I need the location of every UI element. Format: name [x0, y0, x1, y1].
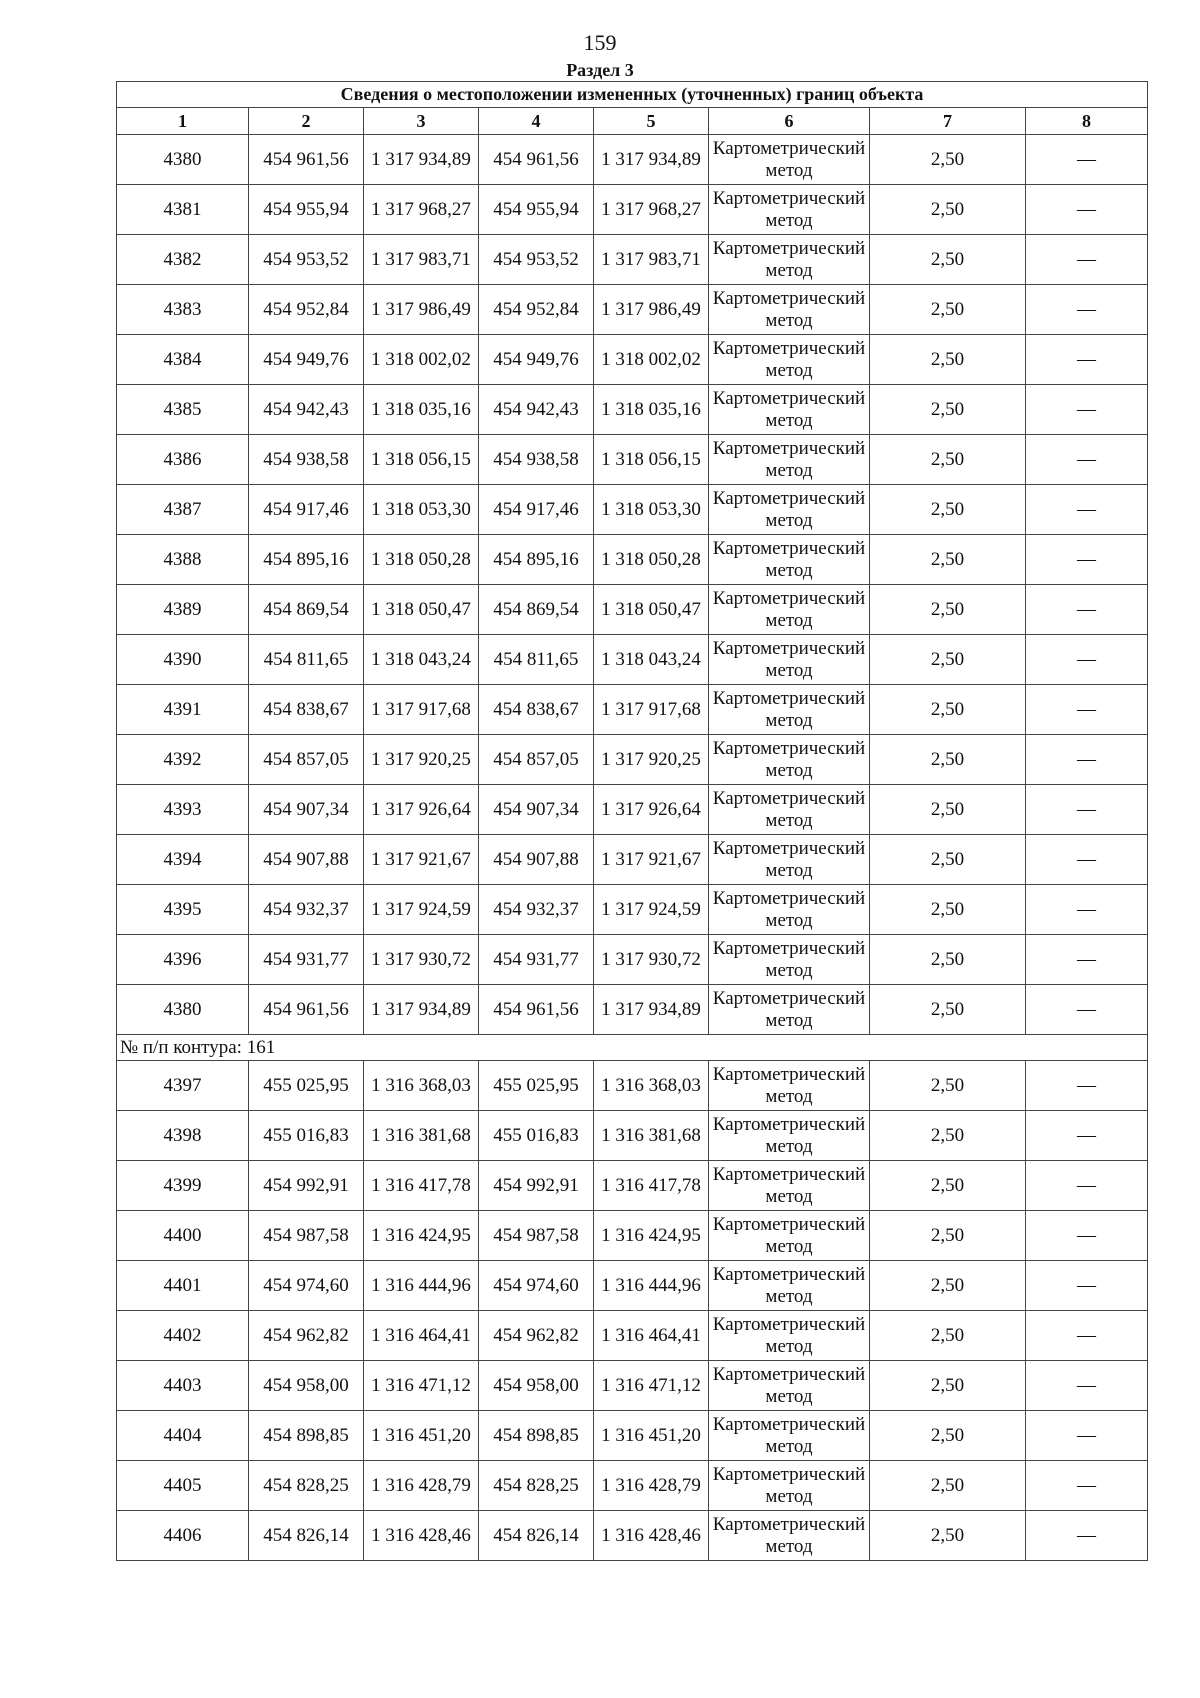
point-number-cell: 4401 [117, 1261, 249, 1311]
precision-cell: 2,50 [870, 435, 1026, 485]
x-new-cell: 454 857,05 [479, 735, 594, 785]
y-new-cell: 1 317 934,89 [594, 985, 709, 1035]
y-existing-cell: 1 318 035,16 [364, 385, 479, 435]
description-cell: — [1026, 535, 1148, 585]
method-cell: Картометрический метод [709, 185, 870, 235]
description-cell: — [1026, 1511, 1148, 1561]
method-cell: Картометрический метод [709, 735, 870, 785]
table-row [117, 1411, 1148, 1461]
x-existing-cell: 454 952,84 [249, 285, 364, 335]
point-number-cell: 4406 [117, 1511, 249, 1561]
y-existing-cell: 1 317 917,68 [364, 685, 479, 735]
x-existing-cell: 454 961,56 [249, 985, 364, 1035]
y-existing-cell: 1 318 050,28 [364, 535, 479, 585]
table-row [117, 935, 1148, 985]
x-existing-cell: 454 931,77 [249, 935, 364, 985]
precision-cell: 2,50 [870, 1211, 1026, 1261]
y-existing-cell: 1 316 428,79 [364, 1461, 479, 1511]
y-new-cell: 1 316 444,96 [594, 1261, 709, 1311]
point-number-cell: 4392 [117, 735, 249, 785]
page-number: 159 [583, 30, 617, 55]
table-row [117, 1111, 1148, 1161]
precision-cell: 2,50 [870, 635, 1026, 685]
description-cell: — [1026, 1361, 1148, 1411]
precision-cell: 2,50 [870, 285, 1026, 335]
precision-cell: 2,50 [870, 135, 1026, 185]
precision-cell: 2,50 [870, 235, 1026, 285]
precision-cell: 2,50 [870, 1511, 1026, 1561]
precision-cell: 2,50 [870, 985, 1026, 1035]
x-existing-cell: 454 955,94 [249, 185, 364, 235]
x-new-cell: 454 938,58 [479, 435, 594, 485]
x-new-cell: 454 811,65 [479, 635, 594, 685]
x-existing-cell: 454 917,46 [249, 485, 364, 535]
y-new-cell: 1 317 921,67 [594, 835, 709, 885]
table-row [117, 285, 1148, 335]
x-new-cell: 454 931,77 [479, 935, 594, 985]
precision-cell: 2,50 [870, 1261, 1026, 1311]
precision-cell: 2,50 [870, 535, 1026, 585]
precision-cell: 2,50 [870, 1361, 1026, 1411]
y-existing-cell: 1 317 924,59 [364, 885, 479, 935]
method-cell: Картометрический метод [709, 335, 870, 385]
x-new-cell: 454 907,34 [479, 785, 594, 835]
point-number-cell: 4388 [117, 535, 249, 585]
precision-cell: 2,50 [870, 835, 1026, 885]
table-row [117, 735, 1148, 785]
precision-cell: 2,50 [870, 335, 1026, 385]
y-existing-cell: 1 318 043,24 [364, 635, 479, 685]
table-row [117, 635, 1148, 685]
precision-cell: 2,50 [870, 1461, 1026, 1511]
point-number-cell: 4395 [117, 885, 249, 935]
description-cell: — [1026, 1161, 1148, 1211]
x-new-cell: 454 961,56 [479, 135, 594, 185]
table-row [117, 135, 1148, 185]
table-row [117, 685, 1148, 735]
y-new-cell: 1 317 968,27 [594, 185, 709, 235]
y-existing-cell: 1 317 920,25 [364, 735, 479, 785]
table-row [117, 785, 1148, 835]
point-number-cell: 4384 [117, 335, 249, 385]
y-new-cell: 1 317 934,89 [594, 135, 709, 185]
table-row [117, 185, 1148, 235]
table-row [117, 885, 1148, 935]
method-cell: Картометрический метод [709, 1161, 870, 1211]
x-new-cell: 454 838,67 [479, 685, 594, 735]
column-number: 4 [479, 108, 594, 135]
y-existing-cell: 1 316 368,03 [364, 1061, 479, 1111]
table-row [117, 1361, 1148, 1411]
y-existing-cell: 1 316 428,46 [364, 1511, 479, 1561]
y-new-cell: 1 317 917,68 [594, 685, 709, 735]
point-number-cell: 4389 [117, 585, 249, 635]
x-existing-cell: 454 961,56 [249, 135, 364, 185]
point-number-cell: 4403 [117, 1361, 249, 1411]
table-row [117, 985, 1148, 1035]
method-cell: Картометрический метод [709, 585, 870, 635]
y-existing-cell: 1 317 986,49 [364, 285, 479, 335]
x-new-cell: 454 952,84 [479, 285, 594, 335]
column-number: 3 [364, 108, 479, 135]
column-number: 5 [594, 108, 709, 135]
method-cell: Картометрический метод [709, 685, 870, 735]
method-cell: Картометрический метод [709, 985, 870, 1035]
y-existing-cell: 1 317 926,64 [364, 785, 479, 835]
precision-cell: 2,50 [870, 785, 1026, 835]
y-new-cell: 1 317 983,71 [594, 235, 709, 285]
y-new-cell: 1 317 924,59 [594, 885, 709, 935]
precision-cell: 2,50 [870, 1311, 1026, 1361]
description-cell: — [1026, 235, 1148, 285]
section-title: Раздел 3 [566, 60, 634, 80]
x-new-cell: 454 961,56 [479, 985, 594, 1035]
contour-label: № п/п контура: 161 [117, 1035, 1148, 1061]
y-new-cell: 1 318 053,30 [594, 485, 709, 535]
x-existing-cell: 454 974,60 [249, 1261, 364, 1311]
y-new-cell: 1 316 451,20 [594, 1411, 709, 1461]
x-existing-cell: 454 907,88 [249, 835, 364, 885]
x-existing-cell: 454 898,85 [249, 1411, 364, 1461]
point-number-cell: 4396 [117, 935, 249, 985]
point-number-cell: 4405 [117, 1461, 249, 1511]
y-existing-cell: 1 317 930,72 [364, 935, 479, 985]
method-cell: Картометрический метод [709, 1511, 870, 1561]
y-existing-cell: 1 317 934,89 [364, 985, 479, 1035]
table-row [117, 1311, 1148, 1361]
x-existing-cell: 454 826,14 [249, 1511, 364, 1561]
x-new-cell: 454 992,91 [479, 1161, 594, 1211]
description-cell: — [1026, 885, 1148, 935]
table-row [117, 835, 1148, 885]
description-cell: — [1026, 985, 1148, 1035]
description-cell: — [1026, 435, 1148, 485]
method-cell: Картометрический метод [709, 935, 870, 985]
precision-cell: 2,50 [870, 1061, 1026, 1111]
x-new-cell: 454 895,16 [479, 535, 594, 585]
description-cell: — [1026, 1411, 1148, 1461]
description-cell: — [1026, 635, 1148, 685]
y-new-cell: 1 316 428,46 [594, 1511, 709, 1561]
x-new-cell: 454 828,25 [479, 1461, 594, 1511]
method-cell: Картометрический метод [709, 535, 870, 585]
x-new-cell: 454 962,82 [479, 1311, 594, 1361]
x-existing-cell: 454 953,52 [249, 235, 364, 285]
point-number-cell: 4394 [117, 835, 249, 885]
description-cell: — [1026, 835, 1148, 885]
precision-cell: 2,50 [870, 385, 1026, 435]
column-number: 7 [870, 108, 1026, 135]
method-cell: Картометрический метод [709, 1061, 870, 1111]
table-row [117, 1061, 1148, 1111]
description-cell: — [1026, 285, 1148, 335]
x-existing-cell: 455 025,95 [249, 1061, 364, 1111]
y-existing-cell: 1 317 968,27 [364, 185, 479, 235]
precision-cell: 2,50 [870, 1111, 1026, 1161]
point-number-cell: 4399 [117, 1161, 249, 1211]
table-row [117, 535, 1148, 585]
description-cell: — [1026, 135, 1148, 185]
y-existing-cell: 1 318 050,47 [364, 585, 479, 635]
description-cell: — [1026, 585, 1148, 635]
y-new-cell: 1 318 056,15 [594, 435, 709, 485]
method-cell: Картометрический метод [709, 1261, 870, 1311]
method-cell: Картометрический метод [709, 1361, 870, 1411]
y-existing-cell: 1 316 451,20 [364, 1411, 479, 1461]
x-new-cell: 454 942,43 [479, 385, 594, 435]
description-cell: — [1026, 485, 1148, 535]
method-cell: Картометрический метод [709, 885, 870, 935]
y-existing-cell: 1 317 983,71 [364, 235, 479, 285]
table-row [117, 1161, 1148, 1211]
point-number-cell: 4404 [117, 1411, 249, 1461]
method-cell: Картометрический метод [709, 385, 870, 435]
method-cell: Картометрический метод [709, 435, 870, 485]
x-existing-cell: 454 838,67 [249, 685, 364, 735]
method-cell: Картометрический метод [709, 285, 870, 335]
y-new-cell: 1 318 043,24 [594, 635, 709, 685]
method-cell: Картометрический метод [709, 485, 870, 535]
table-row [117, 1211, 1148, 1261]
x-existing-cell: 454 811,65 [249, 635, 364, 685]
x-new-cell: 454 958,00 [479, 1361, 594, 1411]
y-new-cell: 1 316 381,68 [594, 1111, 709, 1161]
y-new-cell: 1 318 002,02 [594, 335, 709, 385]
description-cell: — [1026, 185, 1148, 235]
column-number: 1 [117, 108, 249, 135]
y-existing-cell: 1 316 424,95 [364, 1211, 479, 1261]
precision-cell: 2,50 [870, 1411, 1026, 1461]
column-number: 6 [709, 108, 870, 135]
x-new-cell: 454 955,94 [479, 185, 594, 235]
y-new-cell: 1 317 920,25 [594, 735, 709, 785]
y-new-cell: 1 318 035,16 [594, 385, 709, 435]
x-existing-cell: 454 938,58 [249, 435, 364, 485]
x-existing-cell: 454 987,58 [249, 1211, 364, 1261]
y-new-cell: 1 317 930,72 [594, 935, 709, 985]
table-row [117, 585, 1148, 635]
description-cell: — [1026, 1061, 1148, 1111]
y-existing-cell: 1 316 444,96 [364, 1261, 479, 1311]
precision-cell: 2,50 [870, 935, 1026, 985]
x-existing-cell: 454 958,00 [249, 1361, 364, 1411]
method-cell: Картометрический метод [709, 135, 870, 185]
description-cell: — [1026, 385, 1148, 435]
point-number-cell: 4393 [117, 785, 249, 835]
x-new-cell: 454 917,46 [479, 485, 594, 535]
point-number-cell: 4382 [117, 235, 249, 285]
point-number-cell: 4391 [117, 685, 249, 735]
point-number-cell: 4390 [117, 635, 249, 685]
table-caption-row [117, 82, 1148, 108]
x-new-cell: 454 987,58 [479, 1211, 594, 1261]
x-new-cell: 454 932,37 [479, 885, 594, 935]
table-row [117, 235, 1148, 285]
table-row [117, 1461, 1148, 1511]
method-cell: Картометрический метод [709, 1211, 870, 1261]
x-new-cell: 455 016,83 [479, 1111, 594, 1161]
x-existing-cell: 454 895,16 [249, 535, 364, 585]
y-existing-cell: 1 317 934,89 [364, 135, 479, 185]
point-number-cell: 4383 [117, 285, 249, 335]
table-row [117, 1261, 1148, 1311]
x-existing-cell: 454 942,43 [249, 385, 364, 435]
point-number-cell: 4380 [117, 135, 249, 185]
table-row [117, 435, 1148, 485]
precision-cell: 2,50 [870, 685, 1026, 735]
x-existing-cell: 454 857,05 [249, 735, 364, 785]
x-new-cell: 454 949,76 [479, 335, 594, 385]
y-existing-cell: 1 318 002,02 [364, 335, 479, 385]
method-cell: Картометрический метод [709, 635, 870, 685]
y-existing-cell: 1 318 053,30 [364, 485, 479, 535]
y-new-cell: 1 318 050,28 [594, 535, 709, 585]
description-cell: — [1026, 335, 1148, 385]
x-new-cell: 454 826,14 [479, 1511, 594, 1561]
method-cell: Картометрический метод [709, 785, 870, 835]
method-cell: Картометрический метод [709, 235, 870, 285]
contour-label-row [117, 1035, 1148, 1061]
table-row [117, 1511, 1148, 1561]
x-new-cell: 454 974,60 [479, 1261, 594, 1311]
y-new-cell: 1 316 368,03 [594, 1061, 709, 1111]
x-existing-cell: 454 932,37 [249, 885, 364, 935]
column-number-row [117, 108, 1148, 135]
x-new-cell: 454 898,85 [479, 1411, 594, 1461]
method-cell: Картометрический метод [709, 1311, 870, 1361]
precision-cell: 2,50 [870, 885, 1026, 935]
x-existing-cell: 454 992,91 [249, 1161, 364, 1211]
x-existing-cell: 454 949,76 [249, 335, 364, 385]
table-row [117, 385, 1148, 435]
method-cell: Картометрический метод [709, 1411, 870, 1461]
x-existing-cell: 454 828,25 [249, 1461, 364, 1511]
x-existing-cell: 455 016,83 [249, 1111, 364, 1161]
precision-cell: 2,50 [870, 735, 1026, 785]
table-row [117, 335, 1148, 385]
point-number-cell: 4386 [117, 435, 249, 485]
x-existing-cell: 454 962,82 [249, 1311, 364, 1361]
method-cell: Картометрический метод [709, 1111, 870, 1161]
coordinates-table [116, 81, 1148, 1561]
point-number-cell: 4402 [117, 1311, 249, 1361]
point-number-cell: 4385 [117, 385, 249, 435]
description-cell: — [1026, 785, 1148, 835]
y-existing-cell: 1 316 471,12 [364, 1361, 479, 1411]
column-number: 8 [1026, 108, 1148, 135]
description-cell: — [1026, 1111, 1148, 1161]
description-cell: — [1026, 1211, 1148, 1261]
column-number: 2 [249, 108, 364, 135]
y-new-cell: 1 316 471,12 [594, 1361, 709, 1411]
x-existing-cell: 454 907,34 [249, 785, 364, 835]
table-body [117, 82, 1148, 1561]
y-existing-cell: 1 316 417,78 [364, 1161, 479, 1211]
point-number-cell: 4380 [117, 985, 249, 1035]
y-existing-cell: 1 318 056,15 [364, 435, 479, 485]
point-number-cell: 4398 [117, 1111, 249, 1161]
table-caption: Сведения о местоположении измененных (уточненных) границ объекта [117, 82, 1148, 108]
y-new-cell: 1 317 986,49 [594, 285, 709, 335]
y-existing-cell: 1 316 381,68 [364, 1111, 479, 1161]
precision-cell: 2,50 [870, 185, 1026, 235]
point-number-cell: 4387 [117, 485, 249, 535]
precision-cell: 2,50 [870, 1161, 1026, 1211]
y-existing-cell: 1 316 464,41 [364, 1311, 479, 1361]
y-new-cell: 1 316 428,79 [594, 1461, 709, 1511]
x-new-cell: 454 869,54 [479, 585, 594, 635]
y-existing-cell: 1 317 921,67 [364, 835, 479, 885]
y-new-cell: 1 317 926,64 [594, 785, 709, 835]
y-new-cell: 1 316 424,95 [594, 1211, 709, 1261]
method-cell: Картометрический метод [709, 835, 870, 885]
x-new-cell: 454 907,88 [479, 835, 594, 885]
precision-cell: 2,50 [870, 585, 1026, 635]
point-number-cell: 4400 [117, 1211, 249, 1261]
description-cell: — [1026, 1461, 1148, 1511]
description-cell: — [1026, 935, 1148, 985]
description-cell: — [1026, 685, 1148, 735]
y-new-cell: 1 316 417,78 [594, 1161, 709, 1211]
method-cell: Картометрический метод [709, 1461, 870, 1511]
table-row [117, 485, 1148, 535]
y-new-cell: 1 316 464,41 [594, 1311, 709, 1361]
x-new-cell: 455 025,95 [479, 1061, 594, 1111]
description-cell: — [1026, 735, 1148, 785]
point-number-cell: 4381 [117, 185, 249, 235]
y-new-cell: 1 318 050,47 [594, 585, 709, 635]
description-cell: — [1026, 1311, 1148, 1361]
x-existing-cell: 454 869,54 [249, 585, 364, 635]
precision-cell: 2,50 [870, 485, 1026, 535]
description-cell: — [1026, 1261, 1148, 1311]
point-number-cell: 4397 [117, 1061, 249, 1111]
x-new-cell: 454 953,52 [479, 235, 594, 285]
